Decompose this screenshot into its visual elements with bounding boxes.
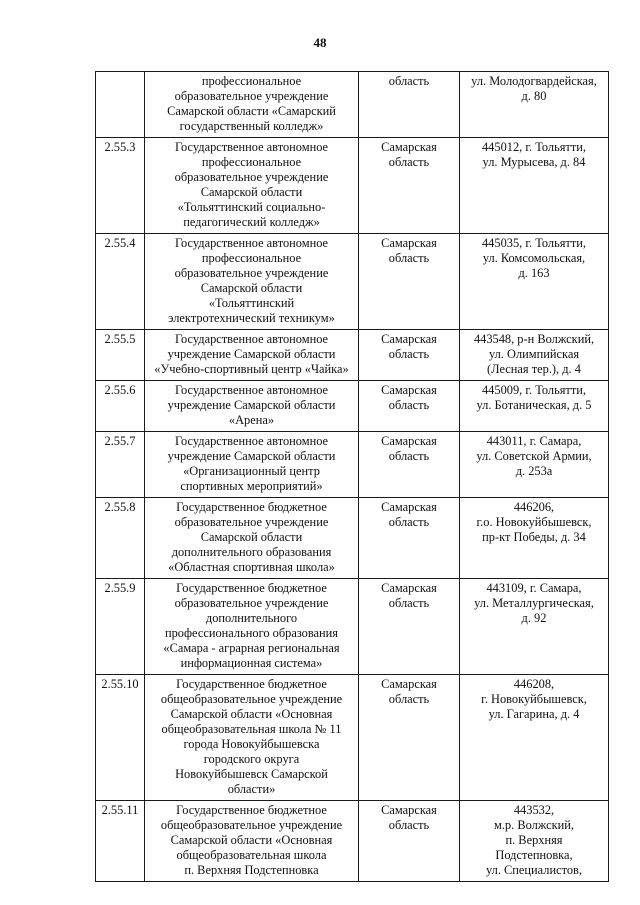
table-row bbox=[96, 330, 609, 381]
region-cell bbox=[359, 234, 460, 330]
address-line: пр-кт Победы, д. 34 bbox=[482, 530, 586, 544]
row-number-cell: 2.55.9 bbox=[96, 579, 145, 675]
table-row bbox=[96, 381, 609, 432]
institution-name-line: Самарской области «Основная bbox=[170, 833, 333, 847]
address-line: ул. Советской Армии, bbox=[476, 449, 592, 463]
address-cell bbox=[460, 432, 609, 498]
table-row bbox=[96, 579, 609, 675]
institution-name-line: Государственное автономное bbox=[174, 236, 329, 250]
row-number-cell: 2.55.7 bbox=[96, 432, 145, 498]
row-number-cell: 2.55.4 bbox=[96, 234, 145, 330]
institution-name-line: дополнительного образования bbox=[171, 545, 332, 559]
institution-name-line: Государственное автономное bbox=[174, 383, 329, 397]
table-row bbox=[96, 234, 609, 330]
institution-name-line: педагогический колледж» bbox=[183, 215, 320, 229]
address-line: ул. Гагарина, д. 4 bbox=[488, 707, 580, 721]
region-line: Самарская bbox=[381, 500, 437, 514]
institution-name-line: общеобразовательное учреждение bbox=[160, 692, 343, 706]
institution-name-line: профессиональное bbox=[201, 155, 302, 169]
region-cell bbox=[359, 579, 460, 675]
region-line: область bbox=[388, 818, 430, 832]
row-number-cell: 2.55.11 bbox=[96, 801, 145, 882]
institution-name-line: Государственное автономное bbox=[174, 140, 329, 154]
row-number-cell bbox=[96, 72, 145, 138]
address-cell bbox=[460, 498, 609, 579]
address-line: ул. Олимпийская bbox=[488, 347, 580, 361]
institution-name-line: образовательное учреждение bbox=[174, 266, 329, 280]
institution-name-line: «Тольяттинский bbox=[208, 296, 295, 310]
table-row bbox=[96, 675, 609, 801]
institution-name-line: профессиональное bbox=[201, 74, 302, 88]
institution-name-line: информационная система» bbox=[180, 656, 323, 670]
region-line: область bbox=[388, 692, 430, 706]
region-line: область bbox=[388, 398, 430, 412]
institution-name-line: образовательное учреждение bbox=[174, 515, 329, 529]
institution-name-line: «Организационный центр bbox=[183, 464, 320, 478]
institution-name-line: общеобразовательная школа № 11 bbox=[161, 722, 342, 736]
institution-name-line: государственный колледж» bbox=[179, 119, 324, 133]
address-line: д. 92 bbox=[521, 611, 547, 625]
institution-name-line: Новокуйбышевск Самарской bbox=[175, 767, 328, 781]
institution-name-line: дополнительного bbox=[205, 611, 298, 625]
row-number-cell: 2.55.3 bbox=[96, 138, 145, 234]
region-cell bbox=[359, 498, 460, 579]
institution-name-line: «Самара - аграрная региональная bbox=[163, 641, 340, 655]
institution-name-line: учреждение Самарской области bbox=[167, 347, 336, 361]
institution-name-line: Самарской области bbox=[200, 530, 303, 544]
region-line: область bbox=[388, 251, 430, 265]
institution-name-cell bbox=[145, 498, 359, 579]
region-line: область bbox=[388, 515, 430, 529]
region-cell bbox=[359, 432, 460, 498]
region-line: область bbox=[388, 596, 430, 610]
address-line: г.о. Новокуйбышевск, bbox=[476, 515, 592, 529]
region-line: область bbox=[388, 449, 430, 463]
institution-name-cell bbox=[145, 234, 359, 330]
institution-name-cell bbox=[145, 432, 359, 498]
region-line: область bbox=[388, 155, 430, 169]
institution-name-line: п. Верхняя Подстепновка bbox=[184, 863, 319, 877]
address-line: ул. Мурысева, д. 84 bbox=[482, 155, 586, 169]
address-line: 445012, г. Тольятти, bbox=[481, 140, 586, 154]
row-number-cell: 2.55.6 bbox=[96, 381, 145, 432]
address-line: 446206, bbox=[513, 500, 555, 514]
institution-name-line: образовательное учреждение bbox=[174, 89, 329, 103]
address-line: ул. Металлургическая, bbox=[474, 596, 594, 610]
institution-name-line: городского округа bbox=[203, 752, 300, 766]
address-line: 443532, bbox=[513, 803, 555, 817]
institution-name-line: учреждение Самарской области bbox=[167, 449, 336, 463]
address-line: д. 163 bbox=[518, 266, 550, 280]
table-row bbox=[96, 498, 609, 579]
address-line: 446208, bbox=[513, 677, 555, 691]
region-line: Самарская bbox=[381, 581, 437, 595]
region-line: область bbox=[388, 74, 430, 88]
address-line: Подстепновка, bbox=[495, 848, 573, 862]
table-row bbox=[96, 801, 609, 882]
institution-name-line: Государственное бюджетное bbox=[176, 677, 327, 691]
region-cell bbox=[359, 72, 460, 138]
institution-name-line: спортивных мероприятий» bbox=[180, 479, 323, 493]
address-cell bbox=[460, 579, 609, 675]
institution-name-line: образовательное учреждение bbox=[174, 596, 329, 610]
region-line: Самарская bbox=[381, 434, 437, 448]
address-line: ул. Молодогвардейская, bbox=[471, 74, 597, 88]
address-line: 443109, г. Самара, bbox=[486, 581, 582, 595]
institution-name-line: города Новокуйбышевска bbox=[183, 737, 320, 751]
institution-name-line: Самарской области «Основная bbox=[170, 707, 333, 721]
institution-name-cell bbox=[145, 138, 359, 234]
region-cell bbox=[359, 138, 460, 234]
institution-name-line: «Арена» bbox=[228, 413, 275, 427]
address-cell bbox=[460, 381, 609, 432]
institution-name-cell bbox=[145, 72, 359, 138]
address-line: д. 253а bbox=[515, 464, 553, 478]
address-cell bbox=[460, 675, 609, 801]
region-cell bbox=[359, 381, 460, 432]
address-line: п. Верхняя bbox=[505, 833, 563, 847]
region-line: Самарская bbox=[381, 332, 437, 346]
table-row bbox=[96, 432, 609, 498]
institution-name-cell bbox=[145, 801, 359, 882]
institution-name-line: Самарской области bbox=[200, 281, 303, 295]
region-line: Самарская bbox=[381, 236, 437, 250]
row-number-cell: 2.55.8 bbox=[96, 498, 145, 579]
address-cell bbox=[460, 801, 609, 882]
table-row bbox=[96, 138, 609, 234]
row-number-cell: 2.55.10 bbox=[96, 675, 145, 801]
region-cell bbox=[359, 801, 460, 882]
institutions-table bbox=[95, 71, 609, 882]
region-line: Самарская bbox=[381, 140, 437, 154]
institution-name-line: «Областная спортивная школа» bbox=[168, 560, 335, 574]
institution-name-line: профессионального образования bbox=[164, 626, 338, 640]
institution-name-line: общеобразовательная школа bbox=[176, 848, 327, 862]
address-line: 443548, р-н Волжский, bbox=[473, 332, 595, 346]
region-line: Самарская bbox=[381, 677, 437, 691]
address-line: д. 80 bbox=[521, 89, 547, 103]
page-number: 48 bbox=[313, 35, 327, 50]
institution-name-cell bbox=[145, 381, 359, 432]
address-cell bbox=[460, 72, 609, 138]
region-line: область bbox=[388, 347, 430, 361]
address-line: 445009, г. Тольятти, bbox=[481, 383, 586, 397]
address-line: (Лесная тер.), д. 4 bbox=[487, 362, 581, 376]
institution-name-line: «Тольяттинский социально- bbox=[177, 200, 326, 214]
address-line: м.р. Волжский, bbox=[493, 818, 575, 832]
institution-name-line: Самарской области bbox=[200, 185, 303, 199]
institution-name-line: Государственное бюджетное bbox=[176, 500, 327, 514]
address-cell bbox=[460, 234, 609, 330]
address-cell bbox=[460, 330, 609, 381]
row-number-cell: 2.55.5 bbox=[96, 330, 145, 381]
institution-name-line: учреждение Самарской области bbox=[167, 398, 336, 412]
institution-name-cell bbox=[145, 579, 359, 675]
address-line: 443011, г. Самара, bbox=[486, 434, 582, 448]
institution-name-line: профессиональное bbox=[201, 251, 302, 265]
institution-name-line: Государственное бюджетное bbox=[176, 581, 327, 595]
region-line: Самарская bbox=[381, 803, 437, 817]
institution-name-cell bbox=[145, 675, 359, 801]
address-line: ул. Специалистов, bbox=[485, 863, 582, 877]
region-cell bbox=[359, 330, 460, 381]
region-line: Самарская bbox=[381, 383, 437, 397]
institution-name-line: Государственное бюджетное bbox=[176, 803, 327, 817]
address-cell bbox=[460, 138, 609, 234]
institution-name-line: Государственное автономное bbox=[174, 434, 329, 448]
institution-name-line: Государственное автономное bbox=[174, 332, 329, 346]
table-body bbox=[96, 72, 609, 882]
institution-name-line: образовательное учреждение bbox=[174, 170, 329, 184]
institution-name-line: Самарской области «Самарский bbox=[167, 104, 336, 118]
institution-name-line: электротехнический техникум» bbox=[168, 311, 335, 325]
institution-name-line: общеобразовательное учреждение bbox=[160, 818, 343, 832]
address-line: 445035, г. Тольятти, bbox=[481, 236, 586, 250]
institution-name-cell bbox=[145, 330, 359, 381]
address-line: ул. Ботаническая, д. 5 bbox=[476, 398, 592, 412]
institution-name-line: области» bbox=[227, 782, 276, 796]
table-row bbox=[96, 72, 609, 138]
region-cell bbox=[359, 675, 460, 801]
address-line: ул. Комсомольская, bbox=[482, 251, 586, 265]
institution-name-line: «Учебно-спортивный центр «Чайка» bbox=[154, 362, 349, 376]
address-line: г. Новокуйбышевск, bbox=[481, 692, 587, 706]
